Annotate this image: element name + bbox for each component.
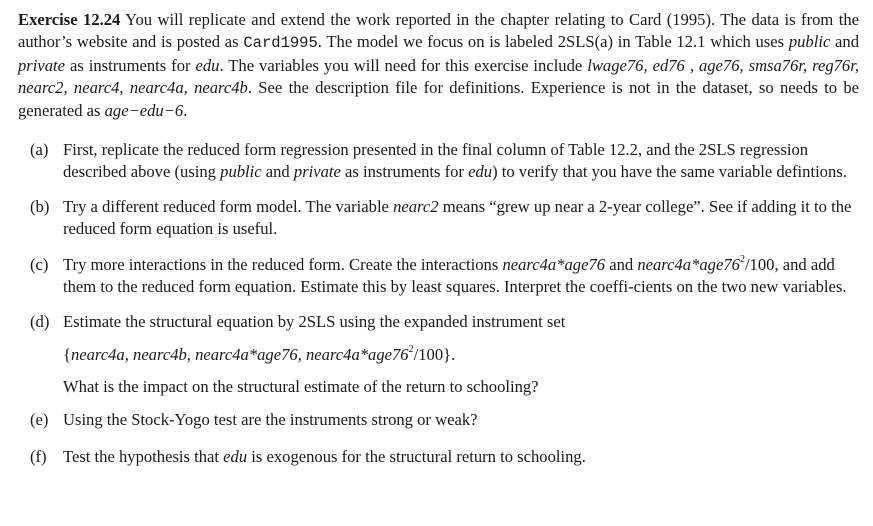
variable-name: nearc4a*age76 <box>502 254 606 274</box>
intro-text: . The variables you will need for this exercise include <box>219 55 588 75</box>
variable-name: edu <box>468 162 493 182</box>
part-text <box>63 254 859 299</box>
intro-text: as instruments for <box>65 55 196 75</box>
part-label: (c) <box>30 254 49 274</box>
variable-name: nearc2 <box>393 196 439 216</box>
variable-list: lwage76, ed76 , age76, smsa76r, reg76r, nearc2, nearc4, nearc4a, nearc4b <box>18 55 859 98</box>
text: What is the impact on the structural estimate of the return to schooling? <box>63 377 539 397</box>
intro-text: . See the description file for definitions. Experience is not in the dataset, so needs to be generated as <box>18 78 859 120</box>
text: means “grew up near a 2-year college”. See if adding it to the reduced form equation is useful. <box>63 196 852 239</box>
dataset-name: Card1995 <box>243 34 318 53</box>
text: and <box>605 254 638 274</box>
text: /100}. <box>413 344 456 364</box>
part-label: (e) <box>30 409 49 429</box>
part-label: (f) <box>30 447 47 467</box>
experience-formula: age−edu−6 <box>104 100 184 120</box>
exercise-intro <box>18 9 859 122</box>
text: Try more interactions in the reduced form. Create the interactions <box>63 254 503 274</box>
text: Estimate the structural equation by 2SLS using the expanded instrument set <box>63 312 566 332</box>
text: ) to verify that you have the same variable defintions. <box>492 162 847 182</box>
part-e <box>18 409 859 431</box>
intro-text: . The model we focus on is labeled 2SLS(a) in Table 12.1 which uses <box>317 32 789 52</box>
variable-name: public <box>788 32 831 52</box>
part-label: (d) <box>30 312 50 332</box>
variable-name: nearc4a*age76 <box>637 254 740 274</box>
variable-list: nearc4a, nearc4b, nearc4a*age76, nearc4a*age76 <box>70 344 409 364</box>
exponent: 2 <box>739 254 745 266</box>
text: and <box>261 162 294 182</box>
intro-text: and <box>830 32 860 52</box>
instrument-set <box>63 344 859 366</box>
part-c <box>18 254 859 299</box>
part-f <box>18 446 859 468</box>
part-text <box>63 311 859 398</box>
variable-name: private <box>18 55 66 75</box>
text: is exogenous for the structural return to schooling. <box>247 447 586 467</box>
part-text <box>63 139 859 184</box>
intro-text: . <box>183 100 188 120</box>
part-text: Using the Stock-Yogo test are the instruments strong or weak? <box>63 409 478 429</box>
text: /100, and add them to the reduced form equation. Estimate this by least squares. Interpret the coeffi-cients on the two new variables. <box>63 254 847 297</box>
part-a <box>18 139 859 184</box>
part-label: (a) <box>30 140 49 160</box>
variable-name: edu <box>223 447 248 467</box>
intro-text: You will replicate and extend the work reported in the chapter relating to Card (1995). The data is from the author’s website and is posted as <box>18 10 859 52</box>
variable-name: public <box>220 162 262 182</box>
variable-name: edu <box>195 55 220 75</box>
part-b <box>18 196 859 241</box>
part-text <box>63 446 859 468</box>
part-label: (b) <box>30 196 50 216</box>
text: First, replicate the reduced form regression presented in the final column of Table 12.2, and the 2SLS regression described above (using <box>63 140 809 182</box>
part-d <box>18 311 859 398</box>
text: { <box>63 344 71 364</box>
exponent: 2 <box>408 344 414 356</box>
text: as instruments for <box>340 162 469 182</box>
exercise-label: Exercise 12.24 <box>18 10 121 29</box>
text: Try a different reduced form model. The variable <box>63 196 394 216</box>
exercise-parts <box>18 139 859 468</box>
part-text <box>63 196 859 241</box>
variable-name: private <box>293 162 341 182</box>
text: Test the hypothesis that <box>63 447 224 467</box>
